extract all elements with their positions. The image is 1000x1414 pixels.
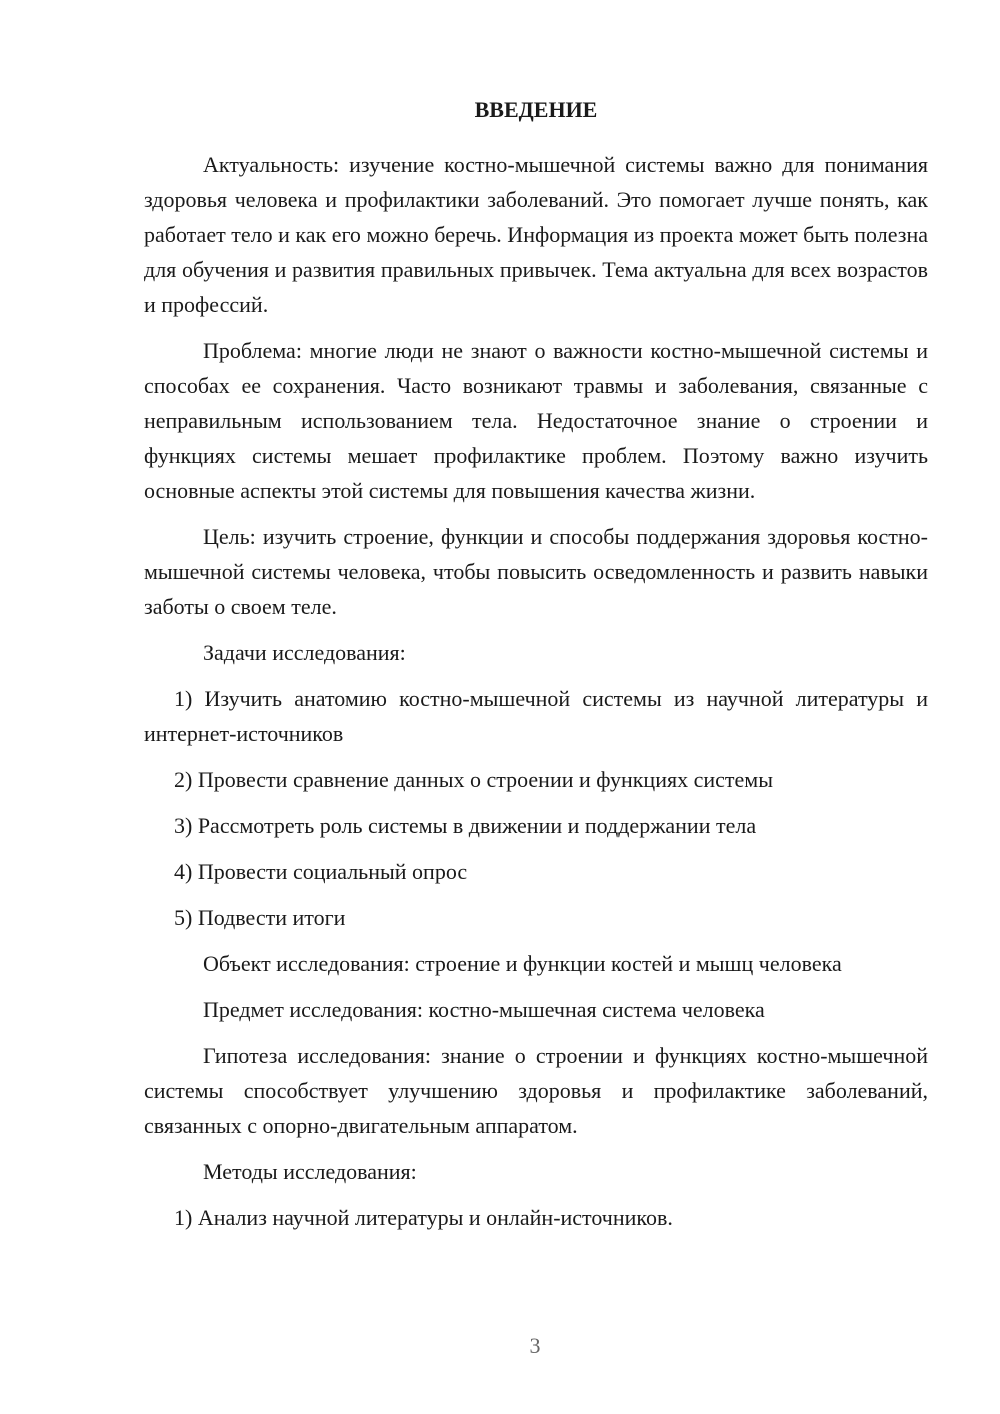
task-item: 4) Провести социальный опрос [174, 859, 468, 884]
page-number: 3 [529, 1333, 541, 1358]
hypothesis-paragraph: Гипотеза исследования: знание о строении и функциях костно-мышечной системы способствует улучшению здоровья и профилактике заболеваний, связанных с опорно-двигательным аппаратом. [144, 1043, 928, 1138]
document-page [144, 92, 928, 1246]
subject-paragraph: Предмет исследования: костно-мышечная система человека [203, 997, 765, 1022]
problem-paragraph: Проблема: многие люди не знают о важности костно-мышечной системы и способах ее сохранения. Часто возникают травмы и заболевания, связанные с неправильным использованием тела. Недостаточное знание о строении и функциях системы мешает профилактике проблем. Поэтому важно изучить основные аспекты этой системы для повышения качества жизни. [144, 338, 928, 503]
task-item: 3) Рассмотреть роль системы в движении и поддержании тела [174, 813, 757, 838]
relevance-paragraph: Актуальность: изучение костно-мышечной системы важно для понимания здоровья человека и профилактики заболеваний. Это помогает лучше понять, как работает тело и как его можно беречь. Информация из проекта может быть полезна для обучения и развития правильных привычек. Тема актуальна для всех возрастов и профессий. [144, 152, 928, 317]
task-item: 1) Изучить анатомию костно-мышечной системы из научной литературы и интернет-источников [144, 686, 928, 746]
methods-heading: Методы исследования: [203, 1159, 417, 1184]
section-title: ВВЕДЕНИЕ [474, 97, 598, 122]
goal-paragraph: Цель: изучить строение, функции и способы поддержания здоровья костно-мышечной системы человека, чтобы повысить осведомленность и развить навыки заботы о своем теле. [144, 524, 928, 619]
task-item: 2) Провести сравнение данных о строении и функциях системы [174, 767, 773, 792]
task-item: 5) Подвести итоги [174, 905, 346, 930]
object-paragraph: Объект исследования: строение и функции костей и мышц человека [203, 951, 842, 976]
tasks-heading: Задачи исследования: [203, 640, 406, 665]
method-item: 1) Анализ научной литературы и онлайн-источников. [174, 1205, 673, 1230]
